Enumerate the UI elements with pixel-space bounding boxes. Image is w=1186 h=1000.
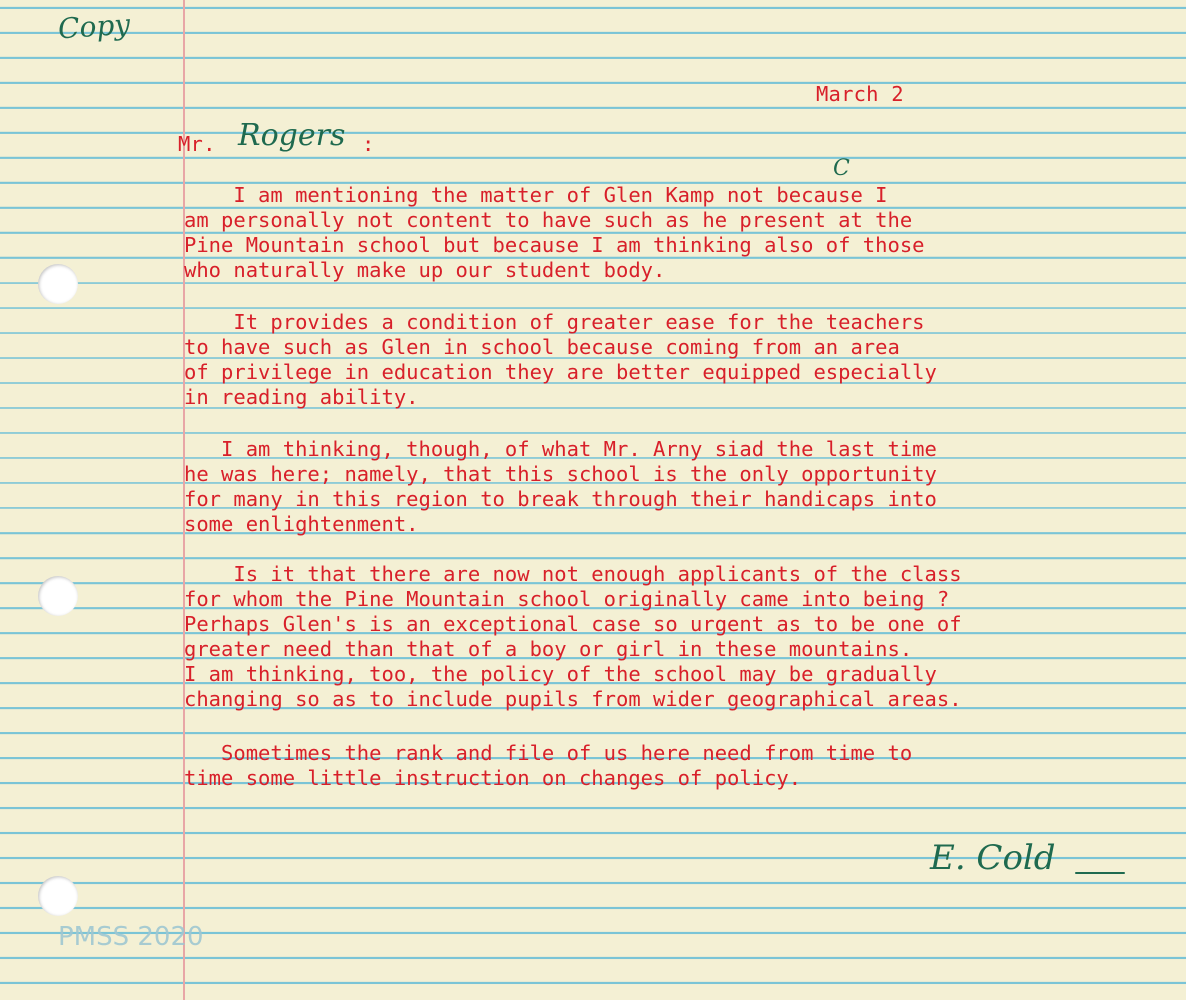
salutation-prefix: Mr. xyxy=(178,132,216,156)
salutation-name: Rogers xyxy=(238,118,346,153)
letter-date: March 2 xyxy=(816,82,904,106)
binder-hole-bottom xyxy=(38,876,78,916)
paragraph-line: he was here; namely, that this school is the only opportunity xyxy=(184,462,937,486)
paragraph-4 xyxy=(184,562,1174,712)
paragraph-line: for whom the Pine Mountain school originally came into being ? xyxy=(184,587,950,611)
paragraph-line: in reading ability. xyxy=(184,385,419,409)
signature: E. Cold xyxy=(930,838,1056,878)
paragraph-3 xyxy=(184,437,1174,537)
paragraph-line: of privilege in education they are better equipped especially xyxy=(184,360,937,384)
paragraph-line: I am mentioning the matter of Glen Kamp not because I xyxy=(184,183,888,207)
binder-hole-middle xyxy=(38,576,78,616)
paragraph-5 xyxy=(184,741,1174,791)
paragraph-line: Sometimes the rank and file of us here need from time to xyxy=(184,741,913,765)
paragraph-line: am personally not content to have such as he present at the xyxy=(184,208,913,232)
paragraph-line: Perhaps Glen's is an exceptional case so urgent as to be one of xyxy=(184,612,962,636)
copy-annotation: Copy xyxy=(56,7,132,46)
paragraph-line: who naturally make up our student body. xyxy=(184,258,666,282)
paragraph-line: some enlightenment. xyxy=(184,512,419,536)
signature-flourish xyxy=(1075,872,1125,874)
paragraph-line: I am thinking, though, of what Mr. Arny siad the last time xyxy=(184,437,937,461)
paragraph-2 xyxy=(184,310,1174,410)
binder-hole-top xyxy=(38,264,78,304)
paragraph-line: I am thinking, too, the policy of the school may be gradually xyxy=(184,662,937,686)
watermark: PMSS 2020 xyxy=(58,922,204,952)
paragraph-1 xyxy=(184,183,1174,283)
paragraph-line: It provides a condition of greater ease for the teachers xyxy=(184,310,925,334)
paragraph-line: Is it that there are now not enough applicants of the class xyxy=(184,562,962,586)
paragraph-line: to have such as Glen in school because coming from an area xyxy=(184,335,900,359)
paragraph-line: time some little instruction on changes of policy. xyxy=(184,766,802,790)
paragraph-line: greater need than that of a boy or girl in these mountains. xyxy=(184,637,913,661)
salutation-colon: : xyxy=(362,132,375,156)
paragraph-line: Pine Mountain school but because I am thinking also of those xyxy=(184,233,925,257)
handwritten-correction: C xyxy=(833,156,850,181)
paragraph-line: for many in this region to break through their handicaps into xyxy=(184,487,937,511)
paragraph-line: changing so as to include pupils from wider geographical areas. xyxy=(184,687,962,711)
